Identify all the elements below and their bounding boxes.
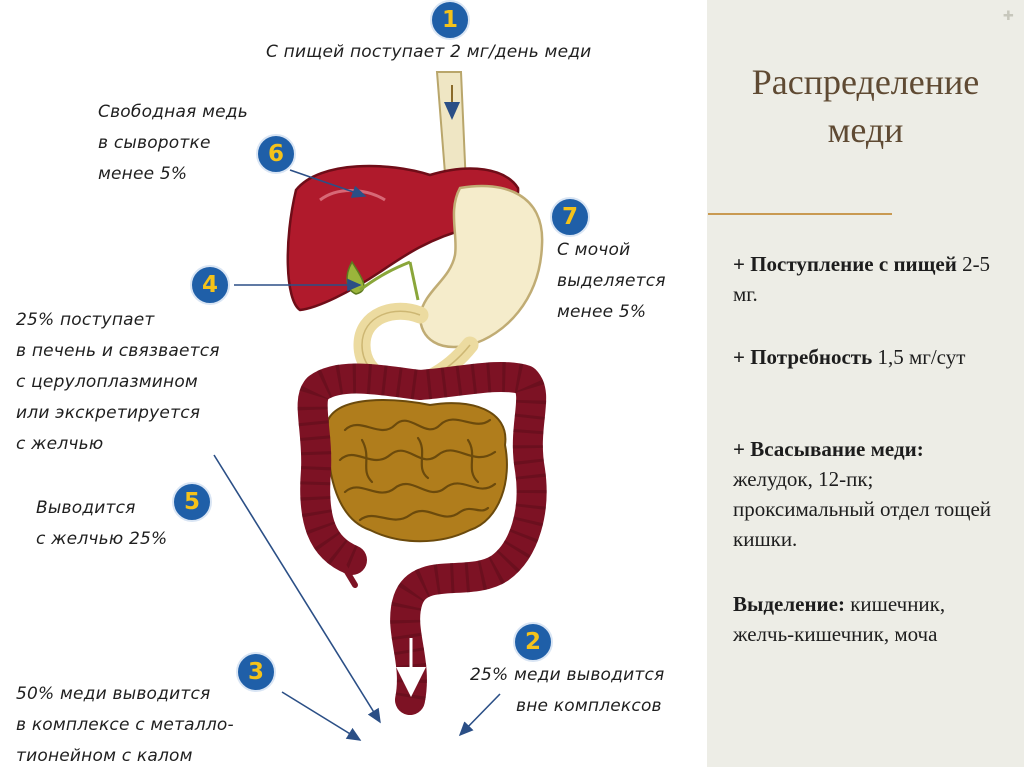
annotation-4-line: в печень и связвается bbox=[16, 341, 220, 361]
annotation-4-line: или экскретируется bbox=[16, 403, 201, 423]
annotation-1: С пищей поступает 2 мг/день меди bbox=[266, 42, 592, 62]
annotation-7-line: С мочой bbox=[557, 240, 631, 260]
badge-2: 2 bbox=[513, 622, 553, 662]
info-excretion bbox=[733, 589, 1008, 649]
info-excretion-heading: Выделение: bbox=[733, 592, 845, 616]
annotation-6-line: Свободная медь bbox=[98, 102, 248, 122]
badge-3: 3 bbox=[236, 652, 276, 692]
annotation-7-line: менее 5% bbox=[557, 302, 647, 322]
info-intake-value: 2-5 мг. bbox=[733, 252, 991, 306]
annotation-4 bbox=[16, 305, 220, 460]
annotation-4-line: 25% поступает bbox=[16, 310, 155, 330]
arrow-3 bbox=[282, 692, 360, 740]
annotation-5-line: с желчью 25% bbox=[36, 529, 168, 549]
info-absorption-heading: + Всасывание меди: bbox=[733, 437, 924, 461]
annotation-2-line: вне комплексов bbox=[516, 696, 662, 716]
info-absorption bbox=[733, 434, 1008, 554]
annotation-7-line: выделяется bbox=[557, 271, 666, 291]
small-intestine bbox=[328, 400, 507, 541]
info-absorption-value: желудок, 12-пк; проксимальный отдел тощей кишки. bbox=[733, 467, 992, 551]
slide-title bbox=[707, 58, 1024, 154]
annotation-6 bbox=[98, 97, 248, 190]
annotation-6-line: в сыворотке bbox=[98, 133, 211, 153]
annotation-5-line: Выводится bbox=[36, 498, 136, 518]
annotation-4-line: с желчью bbox=[16, 434, 104, 454]
info-requirement-heading: + Потребность bbox=[733, 345, 873, 369]
annotation-3-line: 50% меди выводится bbox=[16, 684, 211, 704]
annotation-2-line: 25% меди выводится bbox=[470, 665, 665, 685]
slide-title-line: меди bbox=[827, 110, 904, 150]
annotation-3 bbox=[16, 679, 234, 772]
badge-4: 4 bbox=[190, 265, 230, 305]
annotation-3-line: в комплексе с металло- bbox=[16, 715, 234, 735]
annotation-2 bbox=[470, 660, 664, 722]
info-intake bbox=[733, 249, 1008, 309]
annotation-7 bbox=[557, 235, 666, 328]
info-requirement bbox=[733, 342, 1008, 372]
badge-7: 7 bbox=[550, 197, 590, 237]
badge-1: 1 bbox=[430, 0, 470, 40]
annotation-4-line: с церулоплазмином bbox=[16, 372, 198, 392]
annotation-3-line: тионейном с калом bbox=[16, 746, 193, 766]
badge-6: 6 bbox=[256, 134, 296, 174]
info-excretion-value: кишечник, желчь-кишечник, моча bbox=[733, 592, 946, 646]
info-requirement-value: 1,5 мг/сут bbox=[872, 345, 966, 369]
info-intake-heading: + Поступление с пищей bbox=[733, 252, 957, 276]
slide-title-line: Распределение bbox=[751, 62, 980, 102]
corner-plus-icon: ✚ bbox=[1003, 9, 1014, 24]
annotation-6-line: менее 5% bbox=[98, 164, 188, 184]
annotation-5 bbox=[36, 493, 167, 555]
title-divider bbox=[708, 213, 892, 215]
badge-5: 5 bbox=[172, 482, 212, 522]
